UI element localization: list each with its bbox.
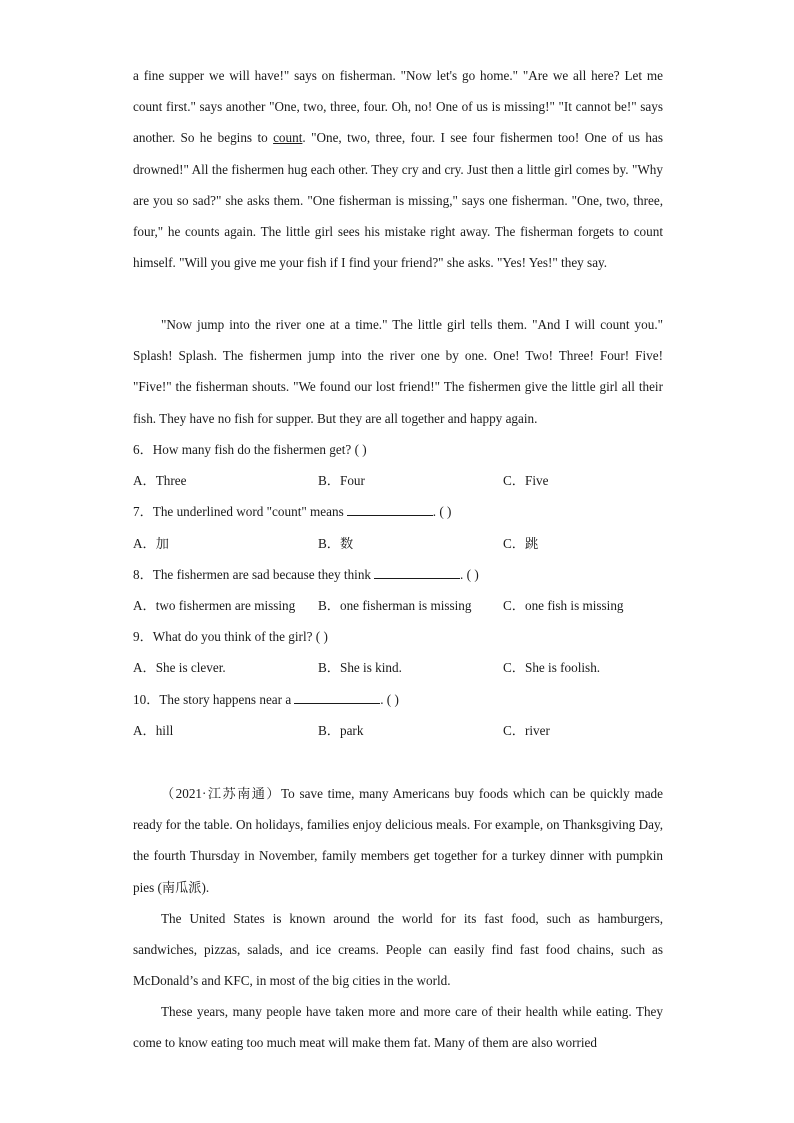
q8-stem: 8．The fishermen are sad because they think	[133, 567, 372, 582]
q6-option-a: A．Three	[133, 473, 187, 488]
q8-stem-end: . ( )	[460, 567, 479, 582]
q10-blank	[294, 691, 380, 704]
q10-option-b: B．park	[318, 723, 364, 738]
passage1-paragraph1	[133, 60, 663, 278]
question-8	[133, 565, 479, 585]
q6-option-c: C．Five	[503, 473, 549, 488]
passage1-text-a: a fine supper we will have!" says on fisherman. "Now let's go home." "Are we all here? Let me count first." says another "One, two, three, four. Oh, no! One of us is missing!" "It cannot be!" says another. So he begins to	[133, 68, 663, 146]
q9-option-b: B．She is kind.	[318, 660, 402, 675]
q9-option-c: C．She is foolish.	[503, 660, 601, 675]
question-9: 9．What do you think of the girl? ( )	[133, 629, 328, 644]
q9-option-a: A．She is clever.	[133, 660, 226, 675]
underlined-word-count: count	[273, 130, 303, 146]
q10-stem-end: . ( )	[380, 692, 399, 707]
question-10	[133, 690, 399, 710]
q10-stem: 10．The story happens near a	[133, 692, 292, 707]
q8-option-b: B．one fisherman is missing	[318, 598, 472, 613]
q7-option-a: A．加	[133, 536, 169, 551]
question-7	[133, 502, 451, 522]
q7-option-c: C．跳	[503, 536, 539, 551]
passage2-paragraph3: These years, many people have taken more and more care of their health while eating. They come to know eating too much meat will make them fat. Many of them are also worried	[133, 1004, 663, 1051]
passage1-paragraph2: "Now jump into the river one at a time." The little girl tells them. "And I will count you." Splash! Splash. The fishermen jump into the river one by one. One! Two! Three! Four! Five! "Five!" the fisherman shouts. "We found our lost friend!" The fishermen give the little girl all their fish. They have no fish for supper. But they are all together and happy again.	[133, 317, 663, 426]
passage1-text-b: . "One, two, three, four. I see four fishermen too! One of us has drowned!" All the fishermen hug each other. They cry and cry. Just then a little girl comes by. "Why are you so sad?" she asks them. "One fisherman is missing," says one fisherman. "One, two, three, four," he counts again. The little girl sees his mistake right away. The fisherman forgets to count himself. "Will you give me your fish if I find your friend?" she asks. "Yes! Yes!" they say.	[133, 130, 663, 271]
q8-blank	[374, 566, 460, 579]
q6-option-b: B．Four	[318, 473, 365, 488]
q7-stem: 7．The underlined word "count" means	[133, 504, 344, 519]
q7-stem-end: . ( )	[432, 504, 452, 519]
passage2-paragraph1: （2021·江苏南通）To save time, many Americans buy foods which can be quickly made ready for the table. On holidays, families enjoy delicious meals. For example, on Thanksgiving Day, the fourth Thursday in November, family members get together for a turkey dinner with pumpkin pies (南瓜派).	[133, 786, 663, 895]
q8-option-c: C．one fish is missing	[503, 598, 624, 613]
q7-blank	[347, 503, 433, 516]
q7-option-b: B．数	[318, 536, 354, 551]
q10-option-c: C．river	[503, 723, 550, 738]
question-6: 6．How many fish do the fishermen get? ( )	[133, 442, 367, 457]
q8-option-a: A．two fishermen are missing	[133, 598, 296, 613]
q10-option-a: A．hill	[133, 723, 174, 738]
passage2-paragraph2: The United States is known around the world for its fast food, such as hamburgers, sandwiches, pizzas, salads, and ice creams. People can easily find fast food chains, such as McDonald’s and KFC, in most of the big cities in the world.	[133, 911, 663, 989]
